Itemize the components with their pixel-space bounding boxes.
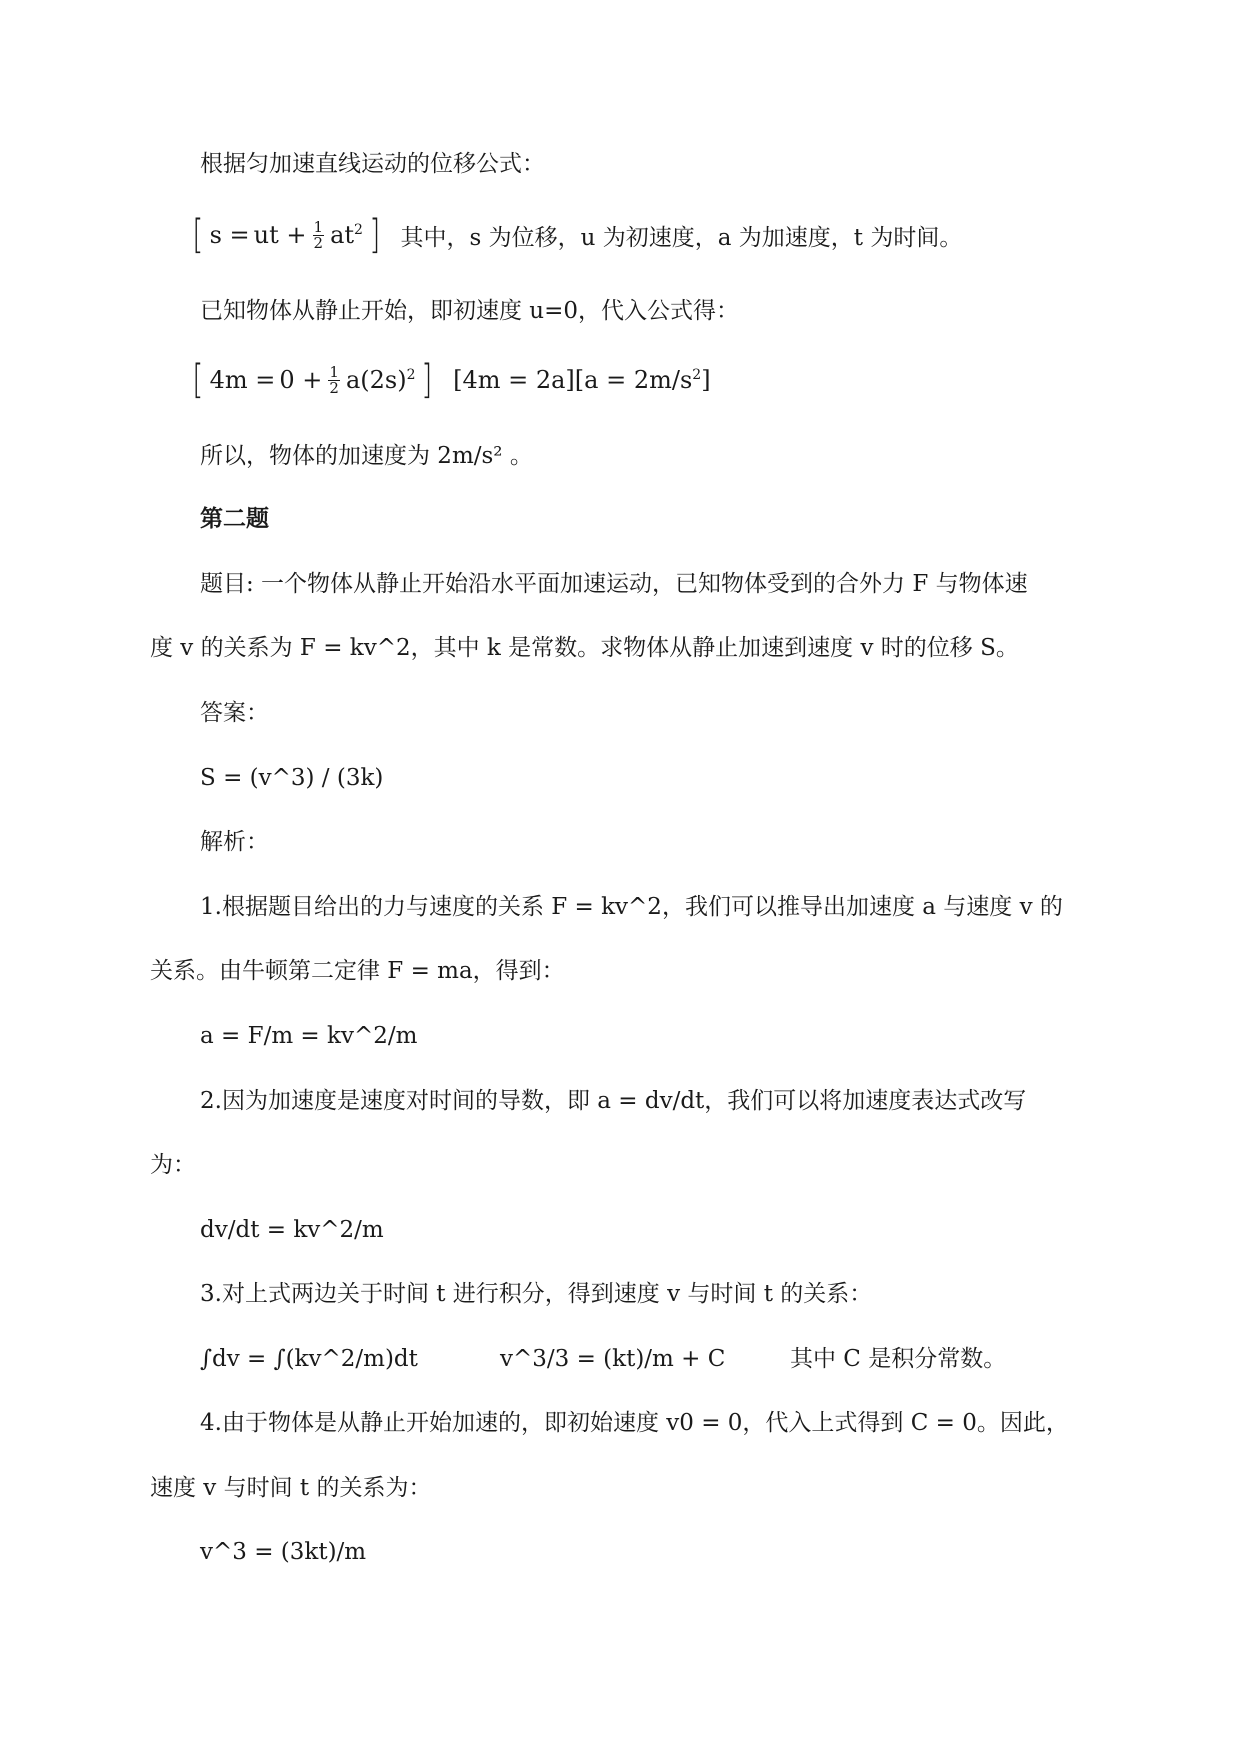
formula-lhs: s = xyxy=(209,221,250,249)
formula-result-text: [4m = 2a][a = 2m/s xyxy=(453,366,693,394)
answer-formula: S = (v^3) / (3k) xyxy=(200,765,384,791)
fraction-denominator: 2 xyxy=(329,378,339,397)
text-line: 4.由于物体是从静止开始加速的，即初始速度 v0 = 0，代入上式得到 C = 0。因此， xyxy=(200,1410,1069,1436)
right-bracket: ] xyxy=(421,357,433,403)
fraction xyxy=(313,217,325,252)
formula-line: a = F/m = kv^2/m xyxy=(200,1023,418,1049)
fraction-numerator: 1 xyxy=(313,217,324,236)
formula-term-base: a(2s) xyxy=(345,366,407,394)
fraction-numerator: 1 xyxy=(329,362,339,381)
formula-acceleration xyxy=(190,357,711,403)
integral-formula: ∫dv = ∫(kv^2/m)dt xyxy=(200,1346,418,1372)
text-line: 3.对上式两边关于时间 t 进行积分，得到速度 v 与时间 t 的关系： xyxy=(200,1281,873,1307)
text-line: 题目: 一个物体从静止开始沿水平面加速运动，已知物体受到的合外力 F 与物体速 xyxy=(200,571,1028,597)
text-line: 度 v 的关系为 F = kv^2，其中 k 是常数。求物体从静止加速到速度 v 时的位移 S。 xyxy=(150,635,1019,661)
fraction xyxy=(328,362,340,397)
formula-term: 0 + xyxy=(279,366,323,394)
formula-term xyxy=(346,366,416,394)
left-bracket: [ xyxy=(192,357,204,403)
text-line: 2.因为加速度是速度对时间的导数，即 a = dv/dt，我们可以将加速度表达式改写 xyxy=(200,1088,1027,1114)
right-bracket: ] xyxy=(369,212,381,258)
text-line: 解析： xyxy=(200,829,269,855)
exponent: 2 xyxy=(406,367,416,383)
text-line: 根据匀加速直线运动的位移公式： xyxy=(200,151,545,177)
text-line: 答案： xyxy=(200,700,269,726)
formula-note: 其中，s 为位移，u 为初速度，a 为加速度，t 为时间。 xyxy=(400,224,963,251)
text-line: 速度 v 与时间 t 的关系为： xyxy=(150,1475,432,1501)
integral-note: 其中 C 是积分常数。 xyxy=(790,1346,1007,1372)
text-line: 所以，物体的加速度为 2m/s² 。 xyxy=(200,443,533,469)
formula-term xyxy=(330,221,363,249)
text-line: 为： xyxy=(150,1152,196,1178)
formula-lhs: 4m = xyxy=(209,366,276,394)
formula-line: dv/dt = kv^2/m xyxy=(200,1217,384,1243)
section-heading: 第二题 xyxy=(200,505,269,532)
exponent: 2 xyxy=(692,367,702,383)
integral-result: v^3/3 = (kt)/m + C xyxy=(500,1346,726,1372)
fraction-denominator: 2 xyxy=(313,233,324,252)
formula-term: ut + xyxy=(253,221,307,249)
formula-term-base: at xyxy=(330,221,355,249)
formula-result-end: ] xyxy=(701,366,711,394)
left-bracket: [ xyxy=(192,212,204,258)
text-line: 关系。由牛顿第二定律 F = ma，得到： xyxy=(150,958,565,984)
text-line: 已知物体从静止开始，即初速度 u=0，代入公式得： xyxy=(200,298,740,324)
formula-result xyxy=(453,366,710,394)
formula-displacement xyxy=(190,212,963,258)
text-line: 1.根据题目给出的力与速度的关系 F = kv^2，我们可以推导出加速度 a 与速度 v 的 xyxy=(200,894,1063,920)
formula-line: v^3 = (3kt)/m xyxy=(200,1539,367,1565)
exponent: 2 xyxy=(354,222,363,238)
